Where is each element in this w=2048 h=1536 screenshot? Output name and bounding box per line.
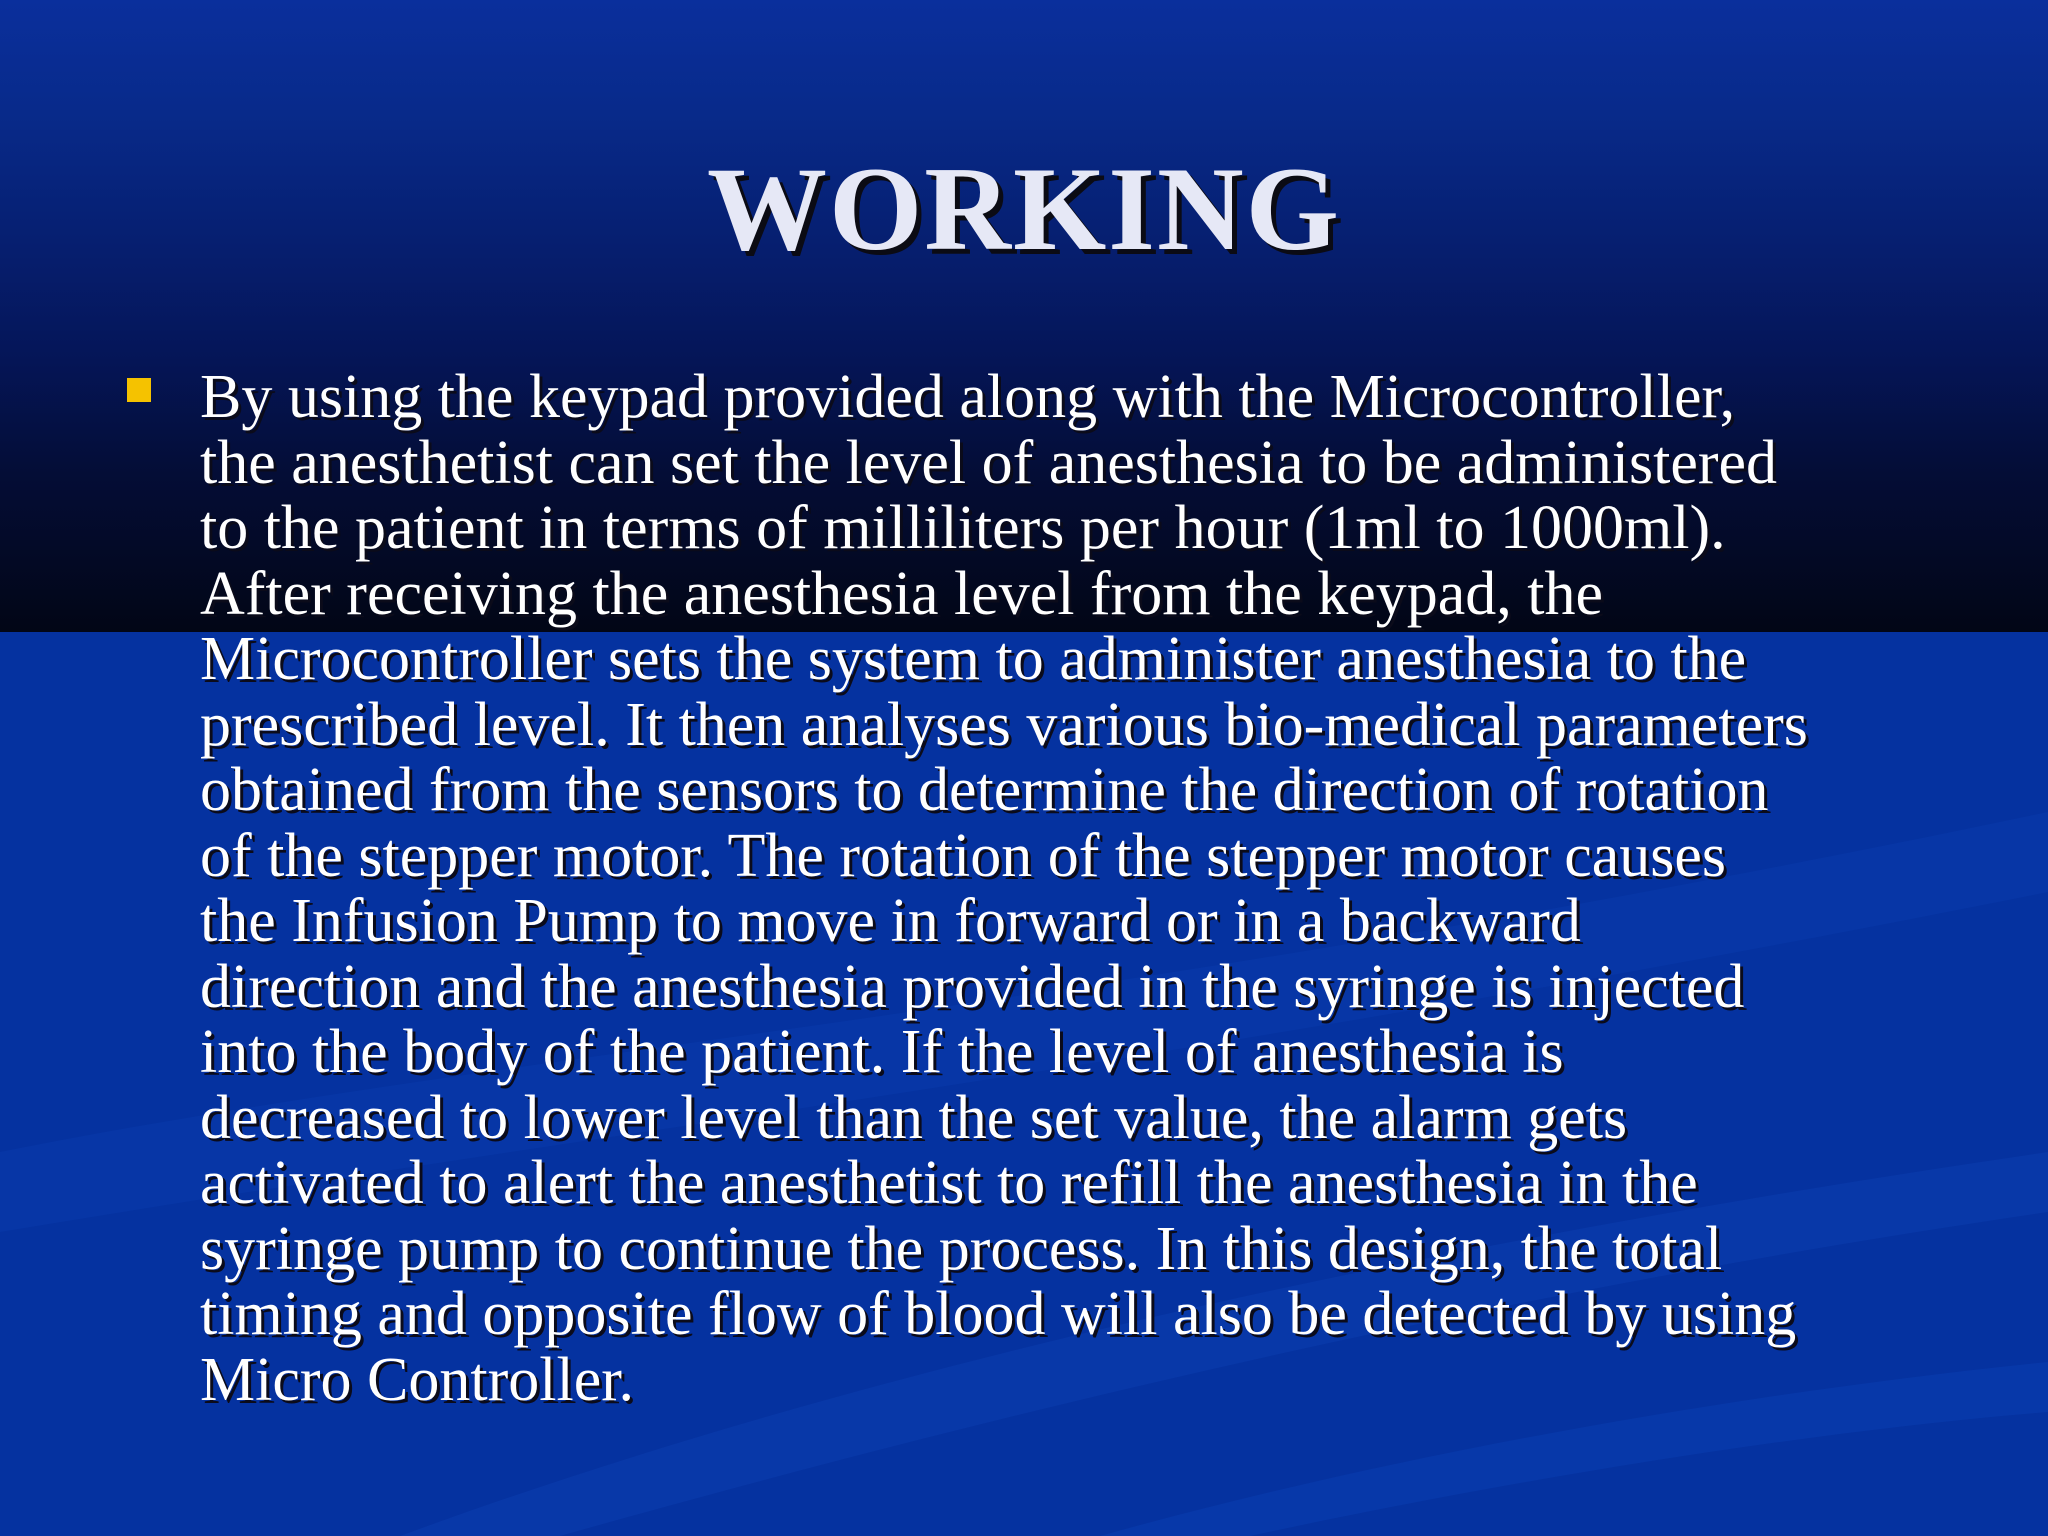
bullet-square-icon [127,378,151,402]
slide-title: WORKING [706,142,1342,275]
bullet-text: By using the keypad provided along with the Microcontroller, the anesthetist can set the level of anesthesia to be administered to the patient in terms of milliliters per hour (1ml to 1000ml). After receiving the anesthesia level from the keypad, the Microcontroller sets the system to administer anesthesia to the prescribed level. It then analyses various bio-medical parameters obtained from the sensors to determine the direction of rotation of the stepper motor. The rotation of the stepper motor causes the Infusion Pump to move in forward or in a backward direction and the anesthesia provided in the syringe is injected into the body of the patient. If the level of anesthesia is decreased to lower level than the set value, the alarm gets activated to alert the anesthetist to refill the anesthesia in the syringe pump to continue the process. In this design, the total timing and opposite flow of blood will also be detected by using Micro Controller. [200,363,1808,1414]
